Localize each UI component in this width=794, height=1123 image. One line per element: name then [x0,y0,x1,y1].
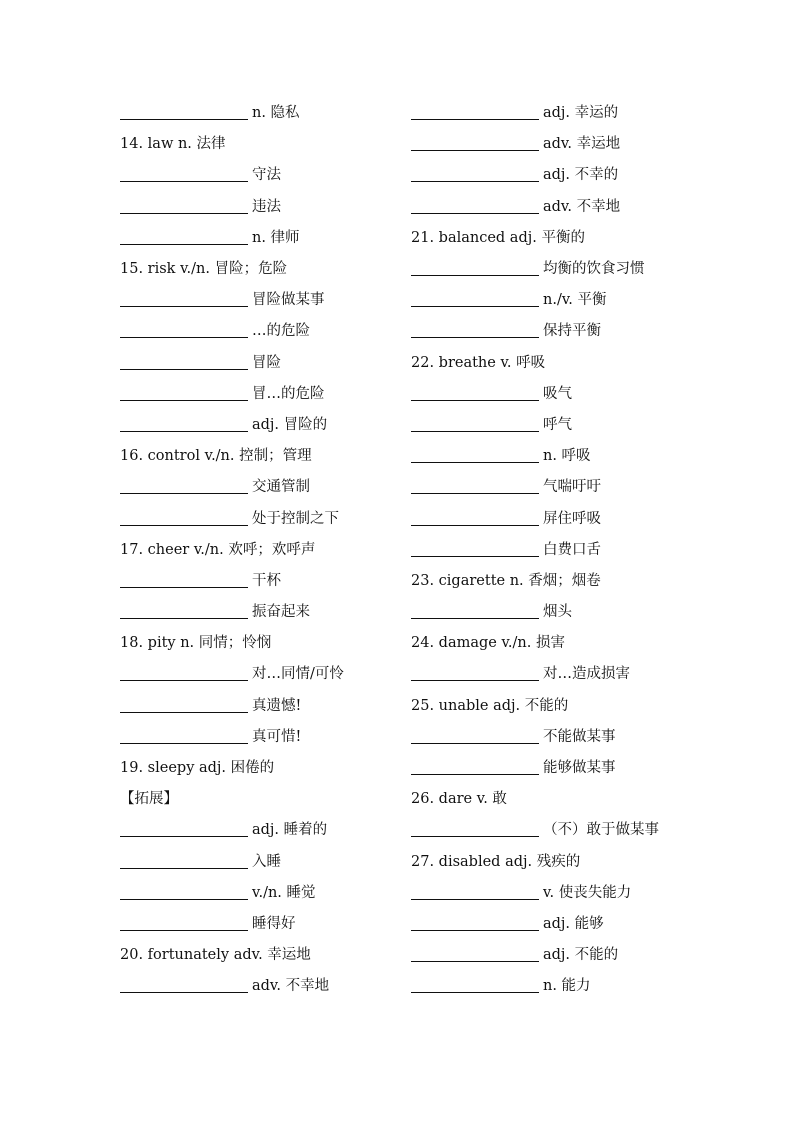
answer-blank[interactable] [411,758,539,775]
heading-text: 【拓展】 [120,791,178,808]
fill-in-row [411,938,711,969]
fill-in-row [411,96,711,127]
prompt-text: v. 使丧失能力 [543,884,632,901]
fill-in-row [120,595,390,626]
prompt-text: 不能做某事 [543,728,616,745]
prompt-text: adj. 冒险的 [252,416,328,433]
answer-blank[interactable] [411,945,539,962]
fill-in-row [411,720,711,751]
prompt-text: 烟头 [543,604,572,621]
fill-in-row [411,470,711,501]
answer-blank[interactable] [411,259,539,276]
answer-blank[interactable] [411,727,539,744]
answer-blank[interactable] [120,727,248,744]
prompt-text: adv. 幸运地 [543,136,621,153]
heading-text: 25. unable adj. 不能的 [411,697,569,714]
prompt-text: adj. 幸运的 [543,105,619,122]
prompt-text: 冒险做某事 [252,292,325,309]
prompt-text: 睡得好 [252,915,296,932]
prompt-text: adv. 不幸地 [252,978,330,995]
prompt-text: 气喘吁吁 [543,479,601,496]
prompt-text: adj. 能够 [543,915,604,932]
fill-in-row [411,501,711,532]
prompt-text: adj. 睡着的 [252,822,328,839]
vocab-heading [411,782,711,813]
left-column [120,96,390,1000]
prompt-text: n. 律师 [252,229,300,246]
heading-text: 24. damage v./n. 损害 [411,635,565,652]
vocab-heading [120,252,390,283]
vocab-heading [120,626,390,657]
prompt-text: 能够做某事 [543,760,616,777]
prompt-text: n. 呼吸 [543,448,591,465]
fill-in-row [411,283,711,314]
answer-blank[interactable] [411,540,539,557]
fill-in-row [411,876,711,907]
prompt-text: 对…同情/可怜 [252,666,344,683]
answer-blank[interactable] [120,290,248,307]
answer-blank[interactable] [120,602,248,619]
answer-blank[interactable] [120,228,248,245]
vocab-heading [411,564,711,595]
answer-blank[interactable] [411,820,539,837]
prompt-text: 白费口舌 [543,541,601,558]
heading-text: 17. cheer v./n. 欢呼；欢呼声 [120,541,316,558]
vocab-heading [411,221,711,252]
answer-blank[interactable] [411,197,539,214]
answer-blank[interactable] [120,571,248,588]
fill-in-row [411,127,711,158]
prompt-text: n. 能力 [543,978,591,995]
heading-text: 23. cigarette n. 香烟；烟卷 [411,572,601,589]
fill-in-row [120,564,390,595]
vocab-heading [411,346,711,377]
answer-blank[interactable] [411,415,539,432]
fill-in-row [411,907,711,938]
prompt-text: 均衡的饮食习惯 [543,261,645,278]
prompt-text: 真遗憾! [252,697,302,714]
fill-in-row [120,813,390,844]
answer-blank[interactable] [411,384,539,401]
fill-in-row [411,252,711,283]
fill-in-row [411,377,711,408]
answer-blank[interactable] [120,976,248,993]
fill-in-row [120,190,390,221]
answer-blank[interactable] [411,914,539,931]
fill-in-row [120,907,390,938]
vocab-heading [120,938,390,969]
fill-in-row [120,346,390,377]
heading-text: 20. fortunately adv. 幸运地 [120,947,311,964]
prompt-text: adj. 不幸的 [543,167,619,184]
answer-blank[interactable] [120,883,248,900]
fill-in-row [120,969,390,1000]
vocab-heading [120,782,390,813]
answer-blank[interactable] [411,134,539,151]
fill-in-row [411,314,711,345]
vocab-heading [120,127,390,158]
prompt-text: n./v. 平衡 [543,292,607,309]
answer-blank[interactable] [120,664,248,681]
prompt-text: …的危险 [252,323,310,340]
fill-in-row [120,314,390,345]
answer-blank[interactable] [411,477,539,494]
prompt-text: adv. 不幸地 [543,198,621,215]
fill-in-row [120,876,390,907]
fill-in-row [411,595,711,626]
prompt-text: 振奋起来 [252,604,310,621]
prompt-text: 保持平衡 [543,323,601,340]
answer-blank[interactable] [120,103,248,120]
answer-blank[interactable] [411,883,539,900]
fill-in-row [120,408,390,439]
heading-text: 26. dare v. 敢 [411,791,507,808]
prompt-text: 冒…的危险 [252,385,325,402]
fill-in-row [120,221,390,252]
prompt-text: 交通管制 [252,479,310,496]
prompt-text: 呼气 [543,416,572,433]
answer-blank[interactable] [411,664,539,681]
prompt-text: （不）敢于做某事 [543,822,659,839]
answer-blank[interactable] [120,696,248,713]
fill-in-row [120,96,390,127]
prompt-text: 真可惜! [252,728,302,745]
prompt-text: 对…造成损害 [543,666,630,683]
fill-in-row [120,689,390,720]
vocab-heading [120,751,390,782]
answer-blank[interactable] [120,384,248,401]
heading-text: 16. control v./n. 控制；管理 [120,448,312,465]
answer-blank[interactable] [411,321,539,338]
vocab-heading [120,533,390,564]
vocab-heading [411,626,711,657]
fill-in-row [120,158,390,189]
prompt-text: 屏住呼吸 [543,510,601,527]
answer-blank[interactable] [120,353,248,370]
prompt-text: 入睡 [252,853,281,870]
answer-blank[interactable] [411,446,539,463]
fill-in-row [120,501,390,532]
fill-in-row [120,377,390,408]
heading-text: 27. disabled adj. 残疾的 [411,853,581,870]
vocab-heading [411,689,711,720]
fill-in-row [120,657,390,688]
prompt-text: 吸气 [543,385,572,402]
heading-text: 18. pity n. 同情；怜悯 [120,635,272,652]
fill-in-row [120,720,390,751]
heading-text: 19. sleepy adj. 困倦的 [120,760,275,777]
heading-text: 21. balanced adj. 平衡的 [411,229,585,246]
answer-blank[interactable] [411,509,539,526]
answer-blank[interactable] [411,103,539,120]
fill-in-row [411,408,711,439]
answer-blank[interactable] [120,415,248,432]
prompt-text: adj. 不能的 [543,947,619,964]
fill-in-row [411,657,711,688]
fill-in-row [411,969,711,1000]
answer-blank[interactable] [120,477,248,494]
answer-blank[interactable] [411,602,539,619]
heading-text: 15. risk v./n. 冒险；危险 [120,261,288,278]
fill-in-row [411,190,711,221]
prompt-text: 处于控制之下 [252,510,339,527]
fill-in-row [120,845,390,876]
prompt-text: 违法 [252,198,281,215]
fill-in-row [120,283,390,314]
vocab-heading [120,439,390,470]
answer-blank[interactable] [411,165,539,182]
fill-in-row [411,533,711,564]
answer-blank[interactable] [120,852,248,869]
vocab-heading [411,845,711,876]
answer-blank[interactable] [120,914,248,931]
fill-in-row [411,158,711,189]
fill-in-row [120,470,390,501]
fill-in-row [411,813,711,844]
answer-blank[interactable] [120,509,248,526]
prompt-text: n. 隐私 [252,105,300,122]
prompt-text: 冒险 [252,354,281,371]
answer-blank[interactable] [411,290,539,307]
fill-in-row [411,439,711,470]
answer-blank[interactable] [120,165,248,182]
prompt-text: 守法 [252,167,281,184]
heading-text: 22. breathe v. 呼吸 [411,354,546,371]
prompt-text: 干杯 [252,572,281,589]
fill-in-row [411,751,711,782]
answer-blank[interactable] [411,976,539,993]
heading-text: 14. law n. 法律 [120,136,226,153]
answer-blank[interactable] [120,197,248,214]
prompt-text: v./n. 睡觉 [252,884,316,901]
right-column [411,96,711,1000]
answer-blank[interactable] [120,321,248,338]
answer-blank[interactable] [120,820,248,837]
